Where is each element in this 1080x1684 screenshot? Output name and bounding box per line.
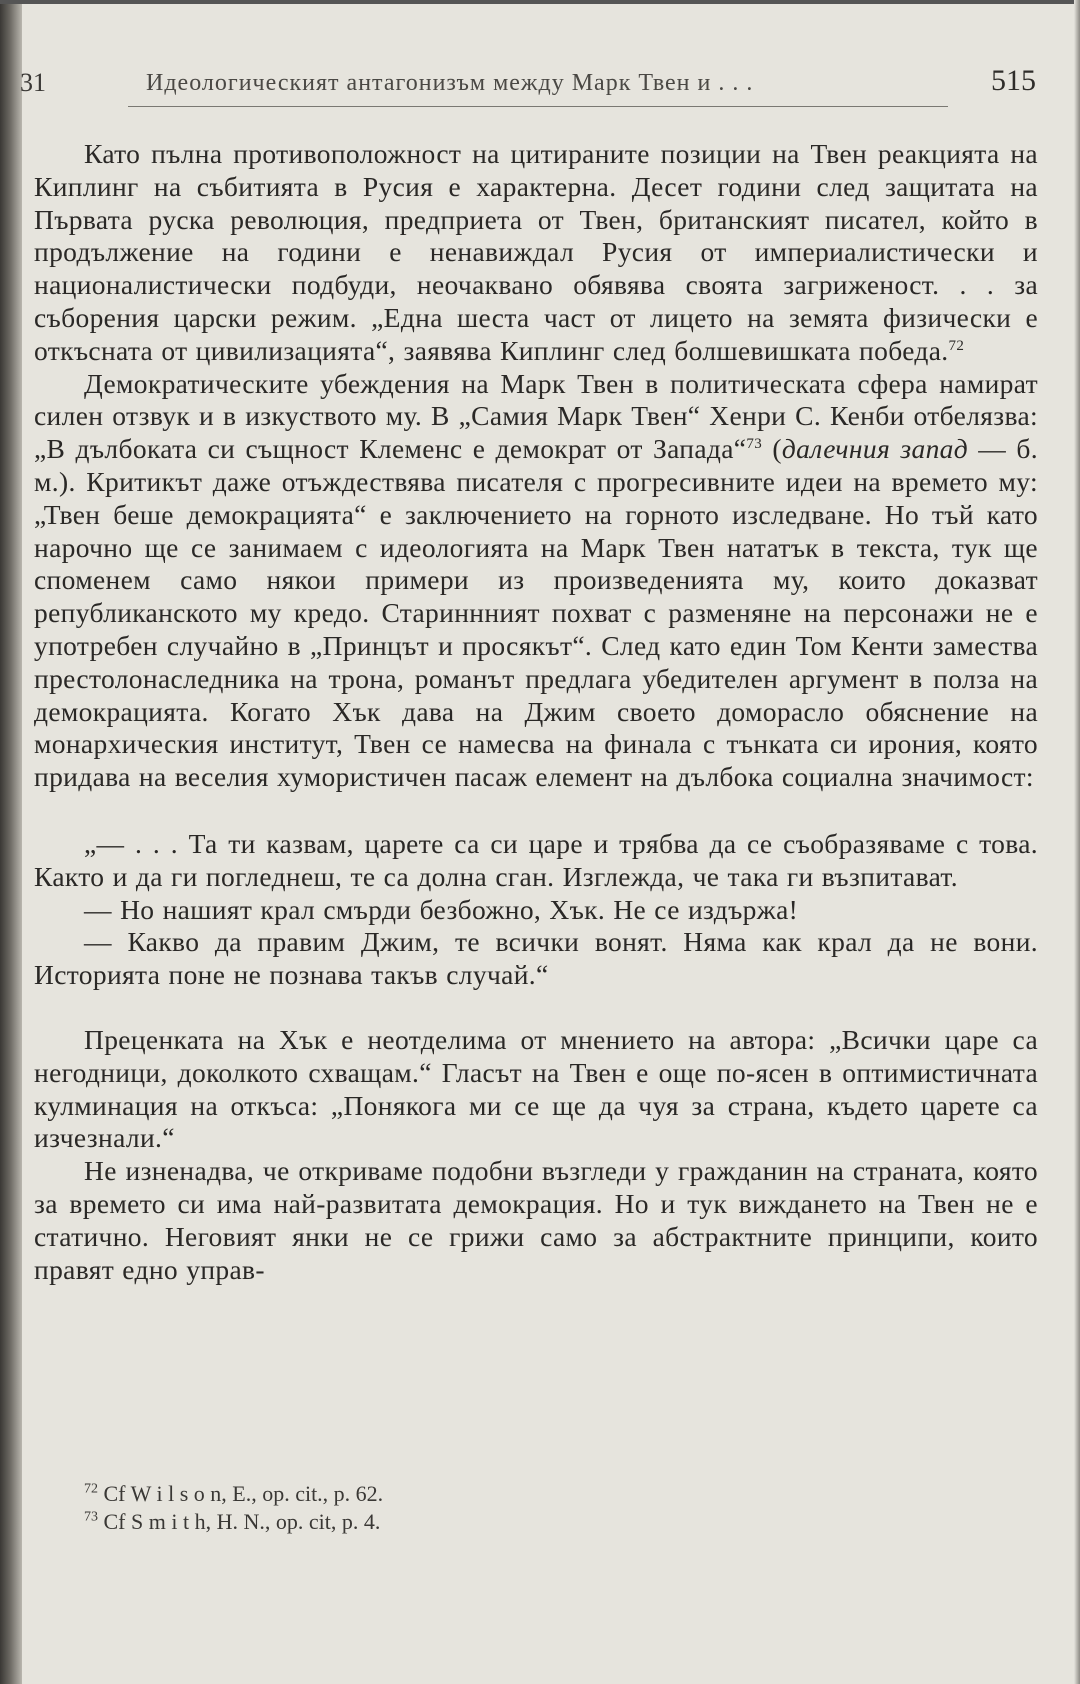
quote-line-3: — Какво да правим Джим, те всички вонят. Няма как крал да не вони. Историята поне не познава такъв случай.“ bbox=[34, 926, 1038, 991]
paragraph-2-text-b: — б. м.). Критикът даже отъждествява писателя с прогресивните идеи на времето му: „Твен беше демокрацията“ е заключението на горното изследване. Но тъй като нарочно ще се занимаем с идеологията на Марк Твен нататък в текста, тук ще споменем само някои примери из произведенията му, които доказват републиканското му кредо. Стариннният похват с разменяне на персонажи не е употребен случайно в „Принцът и просякът“. След като един Том Кенти замества престолонаследника на трона, романът предлага убедителен аргумент в полза на демокрацията. Когато Хък дава на Джим своето доморасло обяснение на монархическия институт, Твен се намесва на финала с тънката си ирония, която придава на веселия хумористичен пасаж елемент на дълбока социална значимост: bbox=[34, 433, 1038, 793]
main-text bbox=[34, 138, 1038, 1286]
paragraph-2: Демократическите убеждения на Марк Твен в политическата сфера намират силен отзвук и в изкуството му. В „Самия Марк Твен“ Хенри С. Кенби отбелязва: „В дълбоката си същност Клеменс е демократ от Запада“$^{73}$ (далечния запад — б. м.). Критикът даже отъждествява писателя с прогресивните идеи на времето му: „Твен беше демокрацията“ е заключението на горното изследване. Но тъй като нарочно ще се занимаем с идеологията на Марк Твен нататък в текста, тук ще споменем само някои примери из произведенията му, които доказват републиканското му кредо. Стариннният похват с разменяне на персонажи не е употребен случайно в „Принцът и просякът“. След като един Том Кенти замества престолонаследника на трона, романът предлага убедителен аргумент в полза на демокрацията. Когато Хък дава на Джим своето доморасло обяснение на монархическия институт, Твен се намесва на финала с тънката си ирония, която придава на веселия хумористичен пасаж елемент на дълбока социална значимост: bbox=[34, 367, 1038, 793]
footnote-73-number: 73 bbox=[84, 1509, 98, 1525]
paragraph-4: Не изненадва, че откриваме подобни възгледи у гражданин на страната, която за времето си има най-развитата демокрация. Но и тук виждането на Твен не е статично. Неговият янки не се грижи само за абстрактните принципи, които правят едно управ- bbox=[34, 1155, 1038, 1285]
running-title: Идеологическият антагонизъм между Марк Твен и . . . bbox=[146, 70, 754, 96]
running-header bbox=[20, 64, 1050, 104]
footnote-72-number: 72 bbox=[84, 1481, 98, 1497]
header-left-number: 31 bbox=[20, 68, 46, 97]
page-top-edge bbox=[0, 0, 1080, 4]
footnotes bbox=[84, 1480, 383, 1536]
footnote-73-text: Cf S m i t h, H. N., op. cit, p. 4. bbox=[103, 1509, 381, 1534]
book-binding-shadow bbox=[0, 0, 22, 1684]
page-right-edge bbox=[1074, 0, 1080, 1684]
header-rule bbox=[128, 106, 948, 107]
paragraph-1-text: Като пълна противоположност на цитираните позиции на Твен реакцията на Киплинг на събитията в Русия е характерна. Десет години след защитата на Първата руска революция, предприета от Твен, британският писател, който в продължение на години е ненавиждал Русия от империалистически и националистически подбуди, неочаквано обявява своята загриженост. . . за съборения царски режим. „Една шеста част от лицето на земята физически е откъсната от цивилизацията“, заявява Киплинг след болшевишката победа. bbox=[34, 138, 1038, 366]
paragraph-1 bbox=[34, 138, 1038, 368]
paragraph-2-text-a: Демократическите убеждения на Марк Твен в политическата сфера намират силен отзвук и в изкуството му. В „Самия Марк Твен“ Хенри С. Кенби отбелязва: „В дълбоката си същност Клеменс е демократ от Запада“ bbox=[34, 367, 1038, 465]
paragraph-2-italic: далечния запад bbox=[781, 433, 969, 465]
footnote-ref-73: 73 bbox=[746, 436, 763, 453]
quote-line-1: „— . . . Та ти казвам, царете са си царе и трябва да се съобразяваме с това. Както и да ги погледнеш, те са долна сган. Изглежда, че така ги възпитават. bbox=[34, 827, 1038, 892]
footnote-72 bbox=[84, 1480, 383, 1508]
footnote-72-text: Cf W i l s o n, E., op. cit., p. 62. bbox=[103, 1481, 384, 1506]
footnote-ref-72: 72 bbox=[948, 337, 965, 354]
quote-line-2: — Но нашият крал смърди безбожно, Хък. Не се издържа! bbox=[84, 893, 799, 925]
page-number: 515 bbox=[991, 64, 1036, 97]
footnote-73 bbox=[84, 1508, 383, 1536]
paragraph-3: Преценката на Хък е неотделима от мнението на автора: „Всички царе са негодници, доколкото схващам.“ Гласът на Твен е още по-ясен в оптимистичната кулминация на откъса: „Понякога ми се ще да чуя за страна, където царете са изчезнали.“ bbox=[34, 1023, 1038, 1154]
